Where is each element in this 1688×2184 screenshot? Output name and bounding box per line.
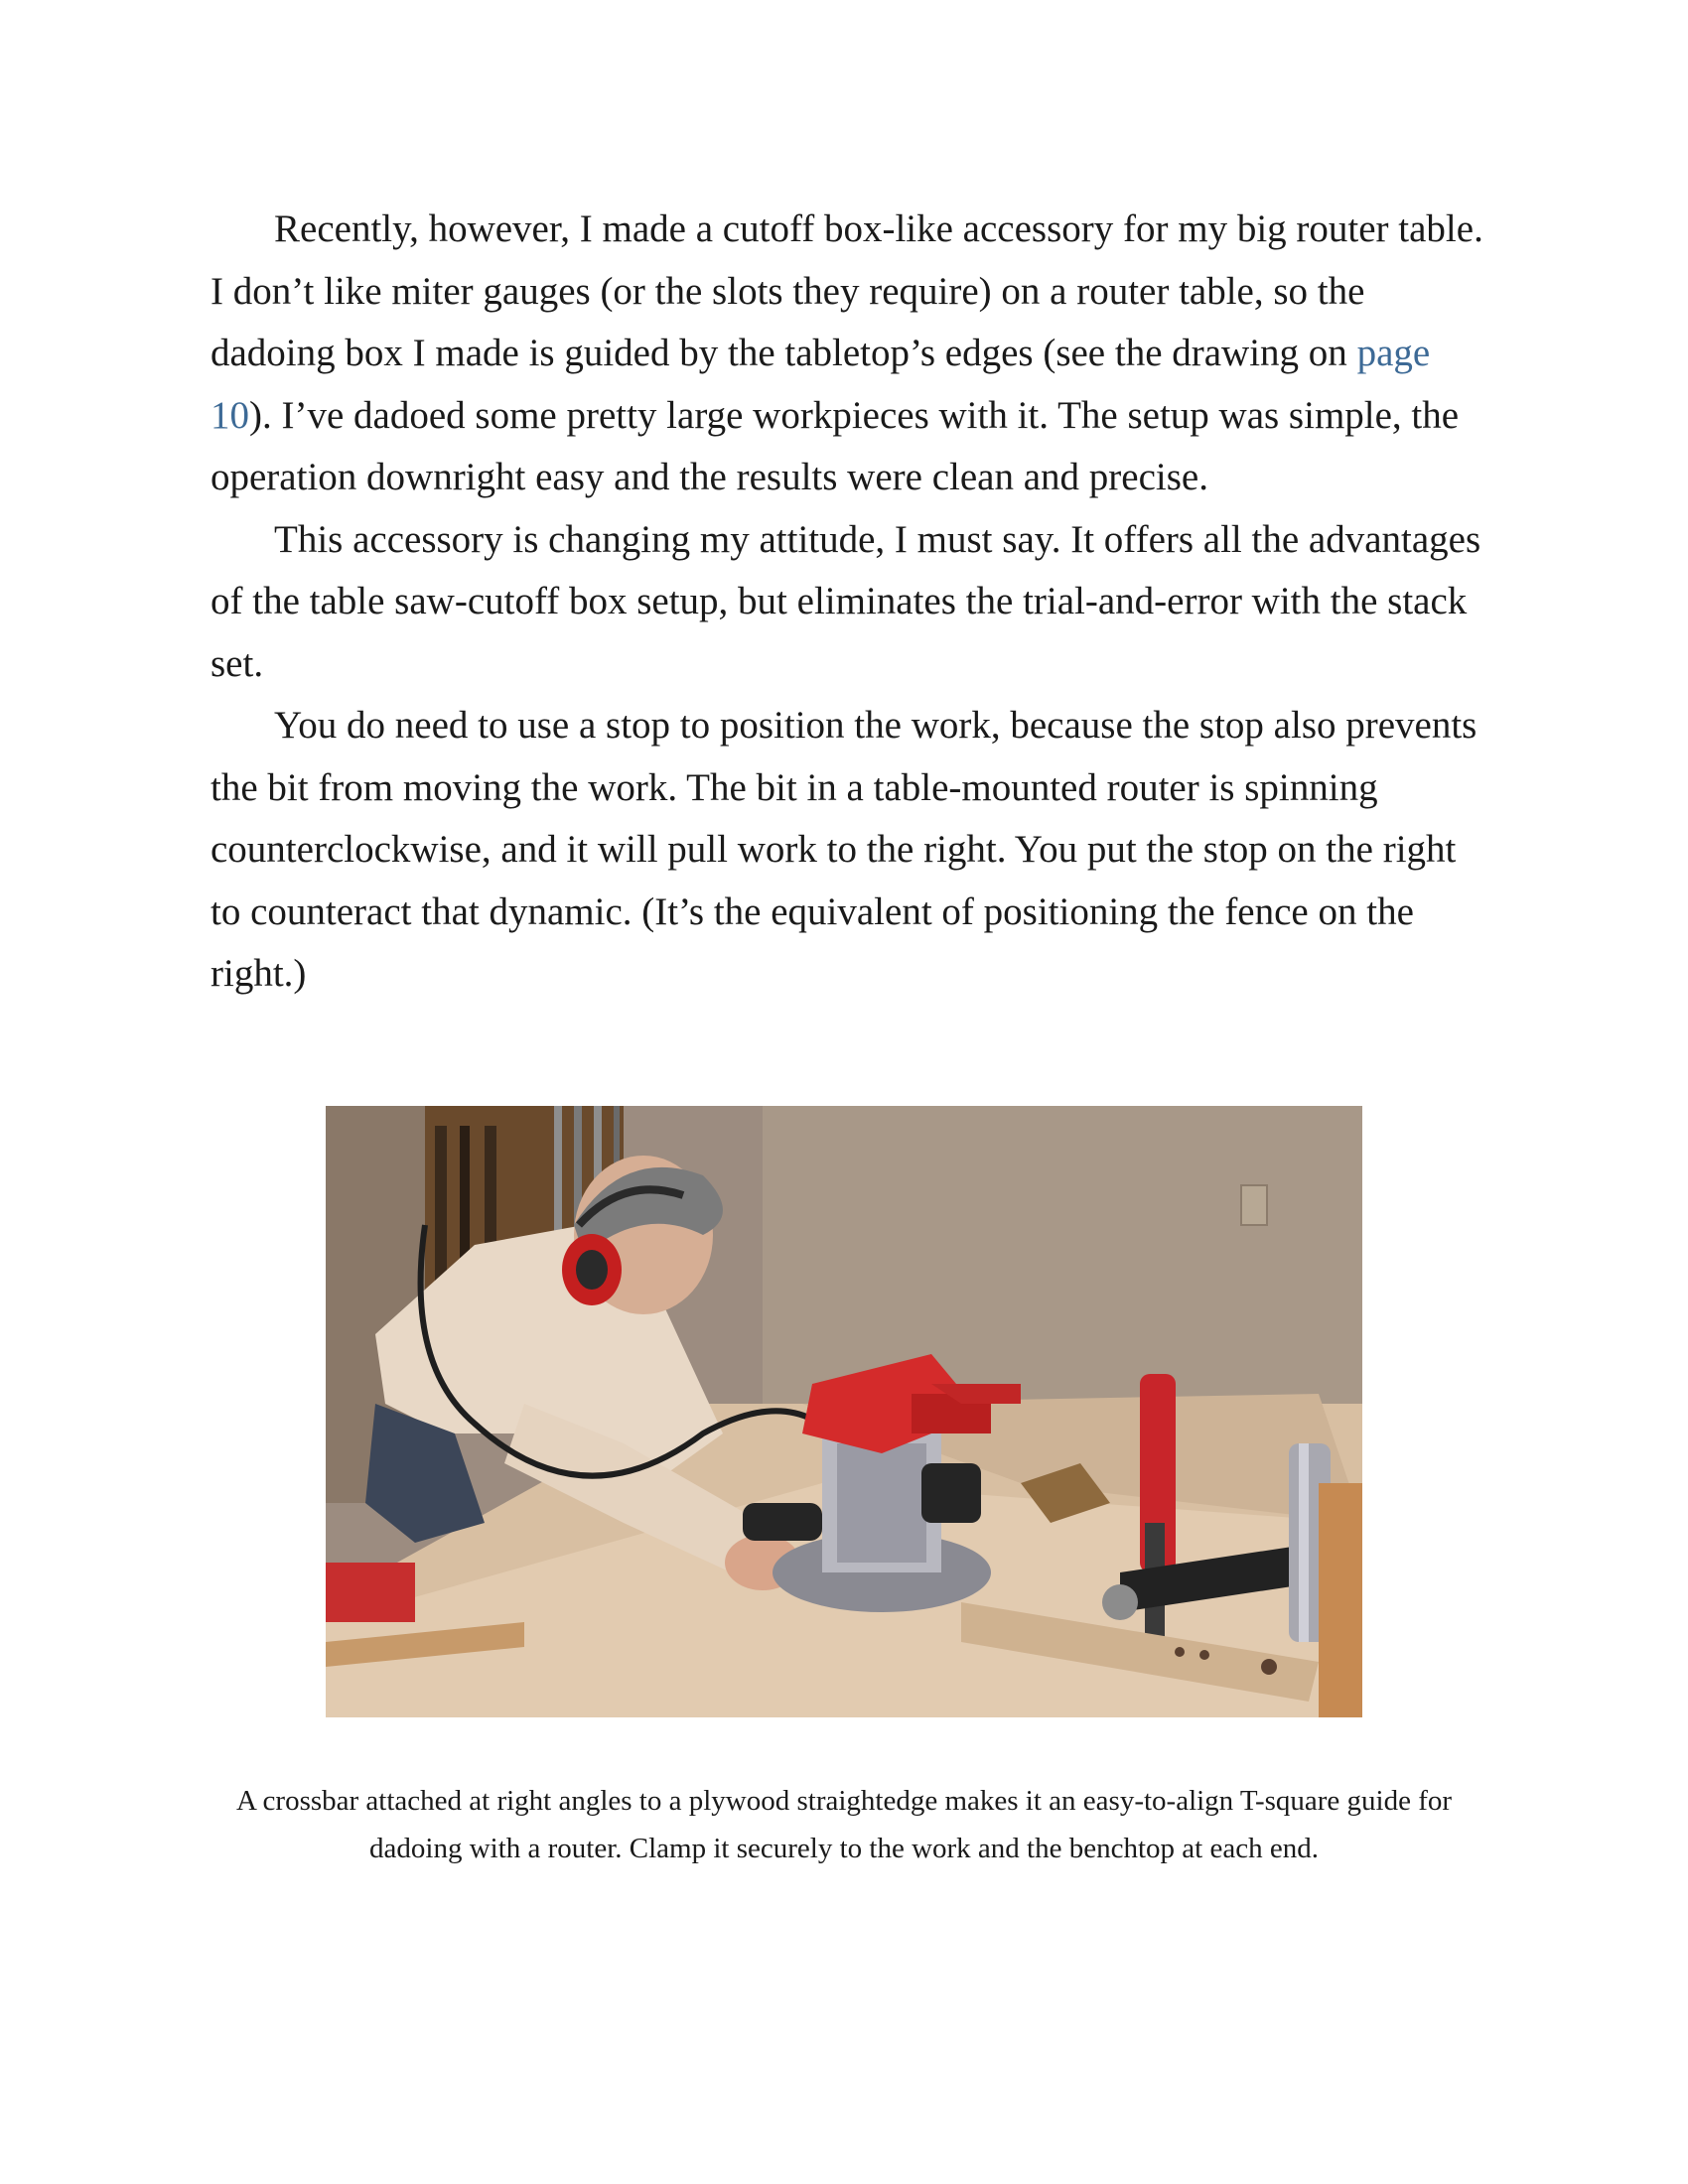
paragraph-1-text-start: Recently, however, I made a cutoff box-like accessory for my big router table. I don’t like miter gauges (or the slots they require) on a router table, so the dadoing box I made is guided by the tabletop’s edges (see the drawing on [211, 207, 1483, 374]
figure-caption: A crossbar attached at right angles to a plywood straightedge makes it an easy-to-align T-square guide for dadoing with a router. Clamp it securely to the work and the benchtop at each end. [235, 1785, 1453, 1864]
router-dadoing-photo [326, 1106, 1362, 1717]
paragraph-3: You do need to use a stop to position the work, because the stop also prevents the bit from moving the work. The bit in a table-mounted router is spinning counterclockwise, and it will pull work to the right. You put the stop on the right to counteract that dynamic. (It’s the equivalent of positioning the fence on the right.) [211, 704, 1477, 995]
article-body [211, 199, 1491, 1006]
paragraph-1 [211, 199, 1491, 509]
paragraph-2: This accessory is changing my attitude, I must say. It offers all the advantages of the table saw-cutoff box setup, but eliminates the trial-and-error with the stack set. [211, 517, 1481, 685]
paragraph-1-text-end: ). I’ve dadoed some pretty large workpieces with it. The setup was simple, the operation downright easy and the results were clean and precise. [211, 393, 1460, 498]
page-10-link[interactable]: page 10 [211, 332, 1431, 437]
